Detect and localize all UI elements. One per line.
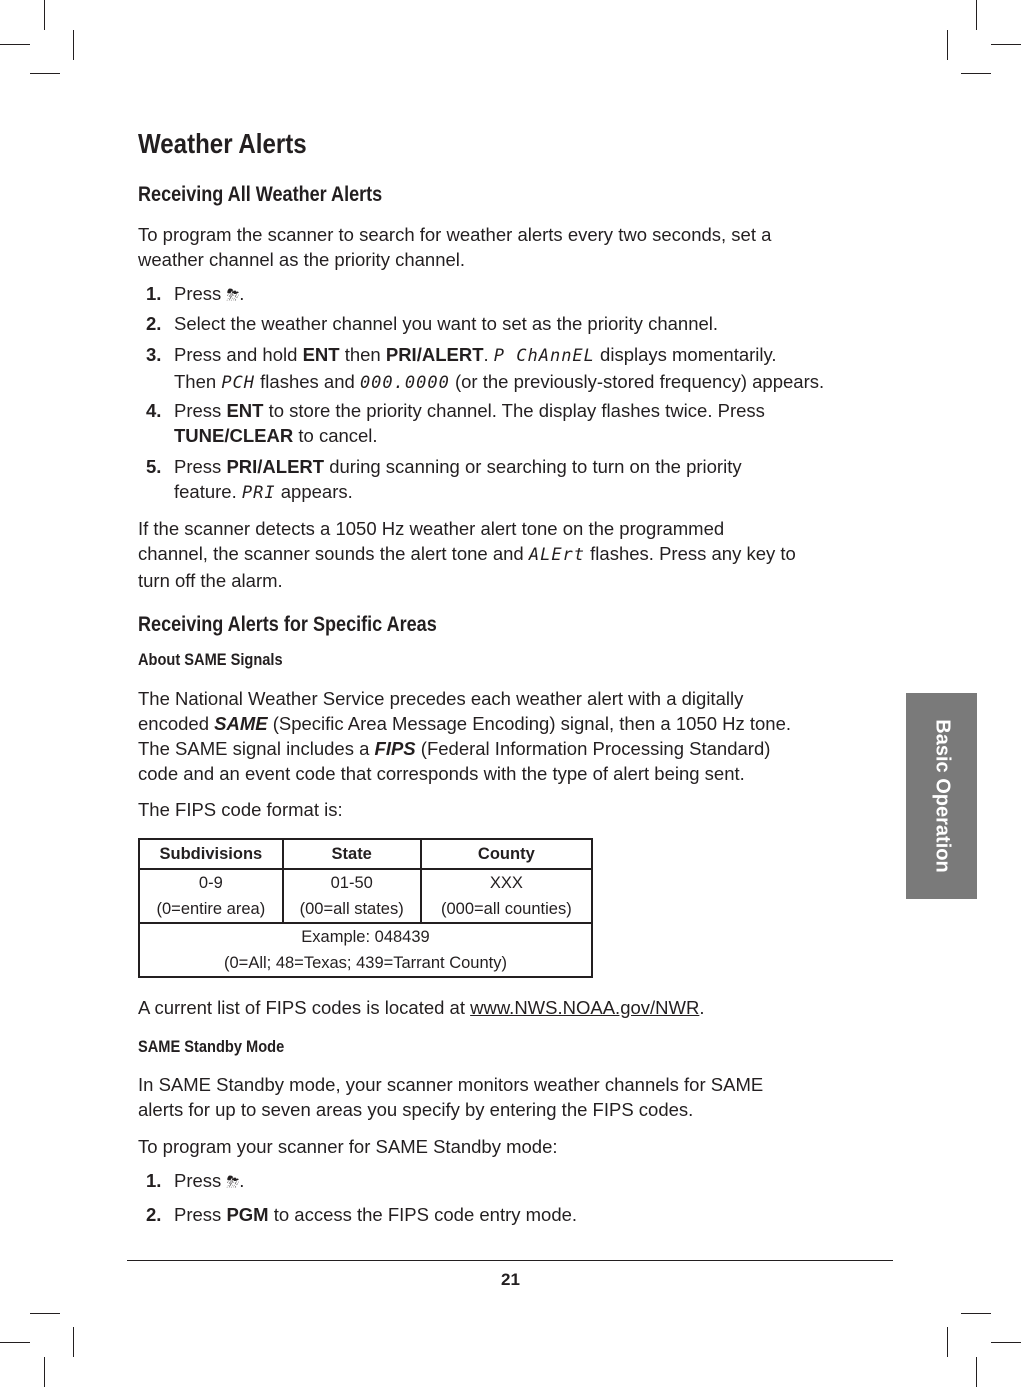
step-text bbox=[174, 342, 824, 396]
page-number: 21 bbox=[501, 1270, 520, 1289]
text: If the scanner detects a 1050 Hz weather alert tone on the programmed bbox=[138, 518, 725, 539]
crop-mark bbox=[991, 1342, 1021, 1343]
step-number: 1. bbox=[146, 283, 162, 304]
text: flashes. Press any key to bbox=[585, 543, 796, 564]
lcd-text: PRI bbox=[241, 483, 276, 503]
step-text bbox=[174, 1168, 244, 1195]
text-line bbox=[138, 797, 343, 822]
lcd-text: PCH bbox=[221, 373, 256, 393]
table-cell bbox=[139, 869, 283, 923]
example-value: Example: 048439 bbox=[301, 928, 430, 946]
text-line bbox=[174, 311, 718, 336]
cell-note: (0=entire area) bbox=[156, 900, 266, 918]
text: (Federal Information Processing Standard) bbox=[415, 738, 771, 759]
step-number: 2. bbox=[146, 313, 162, 334]
side-tab-label: Basic Operation bbox=[931, 719, 953, 873]
text: Press bbox=[174, 283, 227, 304]
crop-mark bbox=[991, 44, 1021, 45]
step-number: 5. bbox=[146, 456, 162, 477]
text-line bbox=[138, 1097, 763, 1122]
intro-paragraph bbox=[138, 222, 771, 272]
text: Press bbox=[174, 400, 227, 421]
side-tab bbox=[906, 693, 977, 899]
text-line bbox=[138, 247, 771, 272]
text: encoded bbox=[138, 713, 215, 734]
step-number: 1. bbox=[146, 1170, 162, 1191]
standby-paragraph bbox=[138, 1072, 763, 1122]
text: code and an event code that corresponds with the type of alert being sent. bbox=[138, 763, 745, 784]
table-header: Subdivisions bbox=[139, 839, 283, 869]
subsection-heading: SAME Standby Mode bbox=[138, 1037, 285, 1056]
alert-paragraph bbox=[138, 516, 796, 593]
fips-format-paragraph bbox=[138, 797, 343, 822]
step-text bbox=[174, 281, 244, 308]
text: alerts for up to seven areas you specify by entering the FIPS codes. bbox=[138, 1099, 694, 1120]
text-line bbox=[174, 342, 824, 369]
crop-mark bbox=[947, 30, 948, 60]
text: Then bbox=[174, 371, 222, 392]
text-line bbox=[138, 736, 791, 761]
crop-mark bbox=[0, 1342, 30, 1343]
text-line bbox=[174, 1168, 244, 1195]
weather-key-icon: ⛈ bbox=[226, 287, 240, 304]
term: SAME bbox=[214, 713, 268, 734]
step-text bbox=[174, 398, 765, 448]
section-heading: Receiving Alerts for Specific Areas bbox=[138, 613, 437, 636]
text-line bbox=[174, 454, 742, 479]
text: during scanning or searching to turn on the priority bbox=[324, 456, 742, 477]
crop-mark bbox=[73, 1327, 74, 1357]
step-text bbox=[174, 311, 718, 336]
crop-mark bbox=[961, 73, 991, 74]
cell-value: 0-9 bbox=[198, 874, 223, 892]
key-name: PRI/ALERT bbox=[385, 344, 484, 365]
step-number: 2. bbox=[146, 1204, 162, 1225]
text: The FIPS code format is: bbox=[138, 799, 343, 820]
crop-mark bbox=[947, 1327, 948, 1357]
text-line bbox=[174, 281, 244, 308]
crop-mark bbox=[73, 30, 74, 60]
crop-mark bbox=[30, 73, 60, 74]
text: appears. bbox=[275, 481, 353, 502]
table-row bbox=[139, 869, 592, 923]
step-text bbox=[174, 1202, 577, 1227]
text: to cancel. bbox=[293, 425, 378, 446]
text-line bbox=[174, 479, 742, 506]
text: weather channel as the priority channel. bbox=[138, 249, 466, 270]
table-cell bbox=[421, 869, 592, 923]
lcd-text: P ChAnnEL bbox=[493, 346, 595, 366]
text: . bbox=[239, 1170, 245, 1191]
key-name: PGM bbox=[226, 1204, 269, 1225]
table-cell bbox=[283, 869, 421, 923]
crop-mark bbox=[976, 1357, 977, 1387]
table-header: County bbox=[421, 839, 592, 869]
example-note: (0=All; 48=Texas; 439=Tarrant County) bbox=[224, 954, 507, 972]
lcd-text: ALErt bbox=[528, 545, 586, 565]
text-line bbox=[138, 711, 791, 736]
text: flashes and bbox=[255, 371, 360, 392]
same-paragraph bbox=[138, 686, 791, 786]
crop-mark bbox=[0, 44, 30, 45]
text-line bbox=[174, 1202, 577, 1227]
text: Press bbox=[174, 1204, 227, 1225]
text-line bbox=[174, 423, 765, 448]
text: Select the weather channel you want to set as the priority channel. bbox=[174, 313, 719, 334]
page-title: Weather Alerts bbox=[138, 128, 307, 159]
table-header: State bbox=[283, 839, 421, 869]
text-line bbox=[138, 541, 796, 568]
term: FIPS bbox=[374, 738, 416, 759]
section-heading: Receiving All Weather Alerts bbox=[138, 183, 383, 206]
nws-link[interactable]: www.NWS.NOAA.gov/NWR bbox=[470, 997, 700, 1018]
text: . bbox=[483, 344, 494, 365]
key-name: TUNE/CLEAR bbox=[174, 425, 294, 446]
crop-mark bbox=[976, 0, 977, 30]
crop-mark bbox=[44, 1357, 45, 1387]
text: to store the priority channel. The display flashes twice. Press bbox=[263, 400, 765, 421]
text: Press and hold bbox=[174, 344, 303, 365]
text: Press bbox=[174, 1170, 227, 1191]
text: To program your scanner for SAME Standby mode: bbox=[138, 1136, 558, 1157]
text: In SAME Standby mode, your scanner monitors weather channels for SAME bbox=[138, 1074, 764, 1095]
text: to access the FIPS code entry mode. bbox=[268, 1204, 578, 1225]
weather-key-icon: ⛈ bbox=[226, 1174, 240, 1191]
text-line bbox=[138, 686, 791, 711]
text: feature. bbox=[174, 481, 242, 502]
cell-value: 01-50 bbox=[330, 874, 373, 892]
text: then bbox=[339, 344, 386, 365]
fips-link-paragraph bbox=[138, 995, 704, 1020]
crop-mark bbox=[961, 1313, 991, 1314]
text: channel, the scanner sounds the alert tone and bbox=[138, 543, 529, 564]
text: A current list of FIPS codes is located at bbox=[138, 997, 471, 1018]
text-line bbox=[138, 516, 796, 541]
text: Press bbox=[174, 456, 227, 477]
crop-mark bbox=[30, 1313, 60, 1314]
step-number: 4. bbox=[146, 400, 162, 421]
lcd-text: 000.0000 bbox=[359, 373, 450, 393]
key-name: ENT bbox=[226, 400, 264, 421]
standby-intro bbox=[138, 1134, 558, 1159]
text: (or the previously-stored frequency) appears. bbox=[449, 371, 825, 392]
text: (Specific Area Message Encoding) signal, then a 1050 Hz tone. bbox=[267, 713, 792, 734]
key-name: ENT bbox=[302, 344, 340, 365]
text: The SAME signal includes a bbox=[138, 738, 375, 759]
text-line bbox=[138, 1134, 558, 1159]
example-cell bbox=[139, 923, 592, 977]
text: To program the scanner to search for weather alerts every two seconds, set a bbox=[138, 224, 772, 245]
cell-note: (000=all counties) bbox=[440, 900, 572, 918]
text-line bbox=[138, 1072, 763, 1097]
footer-rule bbox=[127, 1260, 893, 1261]
text: The National Weather Service precedes each weather alert with a digitally bbox=[138, 688, 744, 709]
step-number: 3. bbox=[146, 344, 162, 365]
subsection-heading: About SAME Signals bbox=[138, 650, 283, 669]
text: turn off the alarm. bbox=[138, 570, 283, 591]
text-line bbox=[138, 568, 796, 593]
key-name: PRI/ALERT bbox=[226, 456, 325, 477]
text: displays momentarily. bbox=[594, 344, 777, 365]
text-line bbox=[174, 369, 824, 396]
text-line bbox=[138, 761, 791, 786]
text: . bbox=[699, 997, 705, 1018]
step-text bbox=[174, 454, 742, 506]
text-line bbox=[174, 398, 765, 423]
fips-table bbox=[138, 838, 593, 978]
crop-mark bbox=[44, 0, 45, 30]
cell-value: XXX bbox=[489, 874, 523, 892]
table-row bbox=[139, 923, 592, 977]
cell-note: (00=all states) bbox=[299, 900, 404, 918]
text: . bbox=[239, 283, 245, 304]
text-line bbox=[138, 222, 771, 247]
